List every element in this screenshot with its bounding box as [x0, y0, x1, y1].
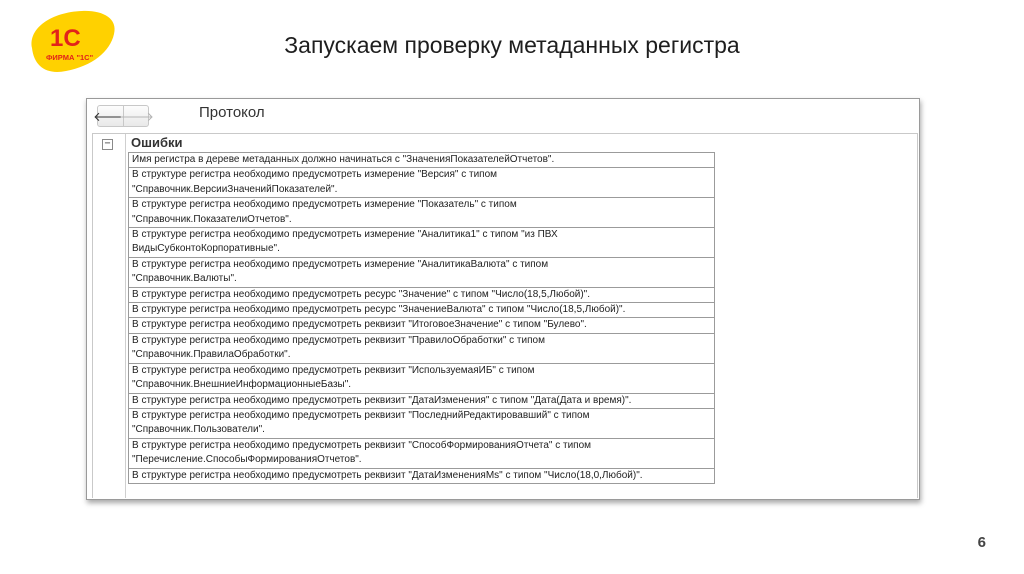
errors-group-title: Ошибки [131, 135, 183, 150]
slide-title: Запускаем проверку метаданных регистра [284, 32, 740, 58]
error-message: В структуре регистра необходимо предусмотреть ресурс "ЗначениеВалюта" с типом "Число(18,5,Любой)". [129, 303, 715, 318]
nav-buttons [93, 105, 154, 127]
error-row[interactable] [129, 318, 715, 333]
error-row[interactable] [129, 363, 715, 393]
error-row[interactable] [129, 228, 715, 258]
error-row[interactable] [129, 257, 715, 287]
error-message: В структуре регистра необходимо предусмотреть реквизит "ДатаИзменения" с типом "Дата(Дата и время)". [129, 393, 715, 408]
error-message: В структуре регистра необходимо предусмотреть измерение "АналитикаВалюта" с типом "Справочник.Валюты". [129, 257, 715, 287]
errors-panel [92, 133, 918, 498]
error-message: В структуре регистра необходимо предусмотреть измерение "Показатель" с типом "Справочник.ПоказателиОтчетов". [129, 198, 715, 228]
error-row[interactable] [129, 303, 715, 318]
logo-mark: 1С [50, 25, 81, 52]
protocol-window [86, 98, 920, 500]
slide-number: 6 [977, 534, 986, 551]
error-message: В структуре регистра необходимо предусмотреть измерение "Версия" с типом "Справочник.ВерсииЗначенийПоказателей". [129, 168, 715, 198]
error-message: В структуре регистра необходимо предусмотреть ресурс "Значение" с типом "Число(18,5,Любой)". [129, 287, 715, 302]
logo-caption: ФИРМА "1С" [46, 53, 94, 62]
error-message: В структуре регистра необходимо предусмотреть реквизит "ИспользуемаяИБ" с типом "Справочник.ВнешниеИнформационныеБазы". [129, 363, 715, 393]
error-message: В структуре регистра необходимо предусмотреть реквизит "ИтоговоеЗначение" с типом "Булево". [129, 318, 715, 333]
error-row[interactable] [129, 468, 715, 483]
arrow-right-icon: 🡒 [119, 108, 154, 124]
tree-gutter [125, 134, 126, 498]
error-message: В структуре регистра необходимо предусмотреть реквизит "СпособФормированияОтчета" с типом "Перечисление.СпособыФормированияОтчетов". [129, 438, 715, 468]
error-row[interactable] [129, 198, 715, 228]
error-row[interactable] [129, 408, 715, 438]
error-message: В структуре регистра необходимо предусмотреть реквизит "ПоследнийРедактировавший" с типом "Справочник.Пользователи". [129, 408, 715, 438]
error-row[interactable] [129, 287, 715, 302]
error-row[interactable] [129, 333, 715, 363]
error-row[interactable] [129, 168, 715, 198]
error-row[interactable] [129, 153, 715, 168]
error-message: В структуре регистра необходимо предусмотреть измерение "Аналитика1" с типом "из ПВХ ВидыСубконтоКорпоративные". [129, 228, 715, 258]
error-message: Имя регистра в дереве метаданных должно начинаться с "ЗначенияПоказателейОтчетов". [129, 153, 715, 168]
arrow-left-icon: 🡐 [93, 108, 128, 124]
errors-table [128, 152, 715, 484]
collapse-icon[interactable]: − [102, 139, 113, 150]
window-toolbar [87, 99, 919, 131]
error-row[interactable] [129, 438, 715, 468]
error-message: В структуре регистра необходимо предусмотреть реквизит "ДатаИзмененияMs" с типом "Число(18,0,Любой)". [129, 468, 715, 483]
forward-button[interactable] [119, 106, 154, 126]
error-message: В структуре регистра необходимо предусмотреть реквизит "ПравилоОбработки" с типом "Справочник.ПравилаОбработки". [129, 333, 715, 363]
window-title: Протокол [199, 104, 265, 121]
error-row[interactable] [129, 393, 715, 408]
